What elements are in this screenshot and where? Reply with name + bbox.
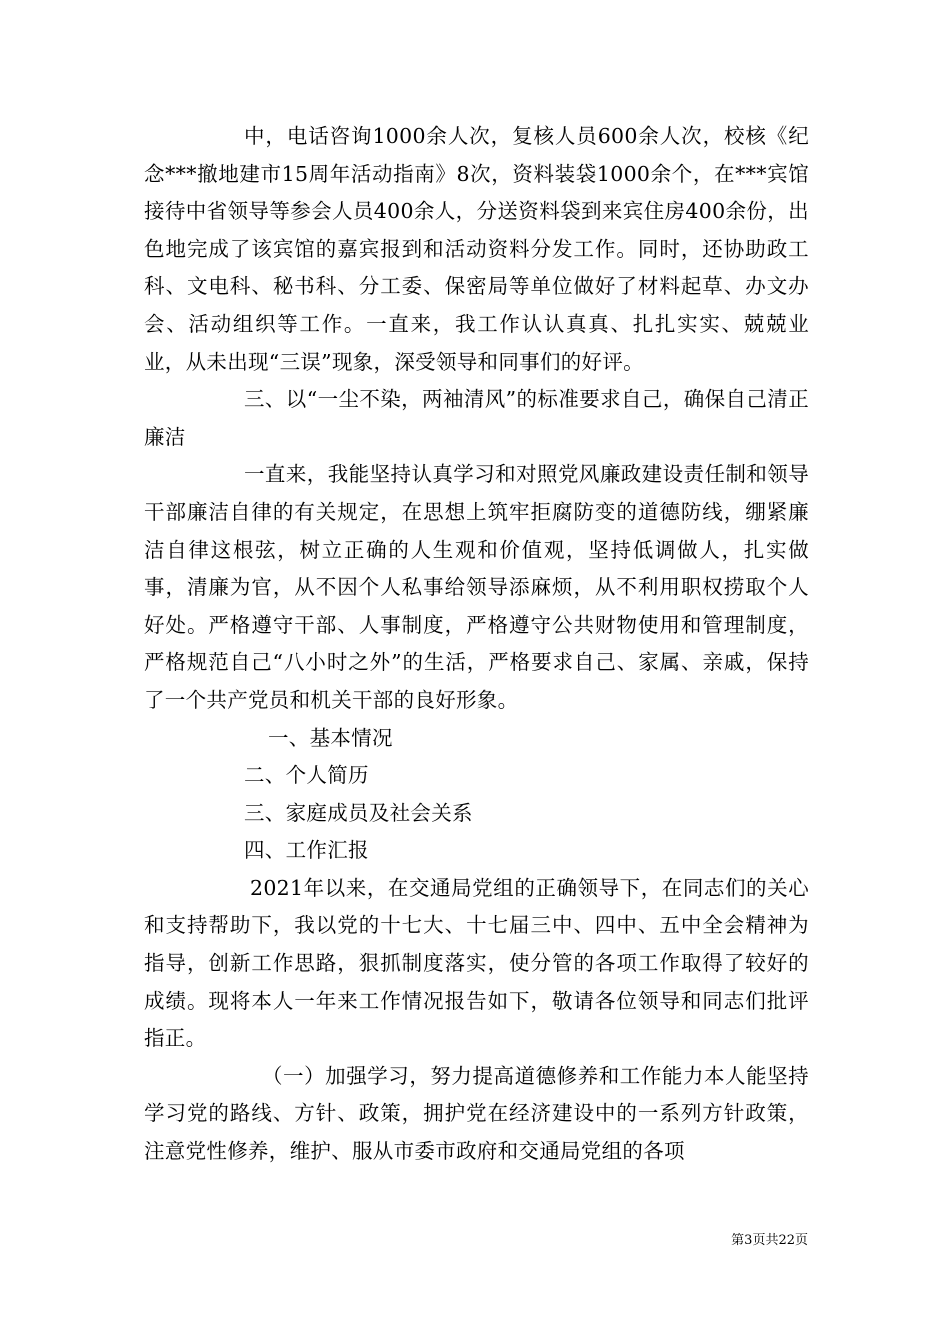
heading-work-report: 四、工作汇报 — [244, 838, 369, 863]
heading-resume: 二、个人简历 — [244, 763, 369, 788]
document-body — [144, 118, 809, 1171]
paragraph-study: （一）加强学习，努力提高道德修养和工作能力本人能坚持学习党的路线、方针、政策，拥护党在经济建设中的一系列方针政策，注意党性修养，维护、服从市委市政府和交通局党组的各项 — [144, 1063, 809, 1164]
heading-basic-info: 一、基本情况 — [268, 725, 393, 750]
heading-family: 三、家庭成员及社会关系 — [244, 800, 473, 825]
page-number: 第3页共22页 — [731, 1233, 808, 1248]
paragraph-integrity: 一直来，我能坚持认真学习和对照党风廉政建设责任制和领导干部廉洁自律的有关规定，在思想上筑牢拒腐防变的道德防线，绷紧廉洁自律这根弦，树立正确的人生观和价值观，坚持低调做人，扎实做事，清廉为官，从不因个人私事给领导添麻烦，从不利用职权捞取个人好处。严格遵守干部、人事制度，严格遵守公共财物使用和管理制度，严格规范自己“八小时之外”的生活，严格要求自己、家属、亲戚，保持了一个共产党员和机关干部的良好形象。 — [144, 462, 809, 712]
section-heading-integrity: 三、以“一尘不染，两袖清风”的标准要求自己，确保自己清正廉洁 — [144, 387, 809, 449]
paragraph-work-summary: 中，电话咨询1000余人次，复核人员600余人次，校核《纪念***撤地建市15周年活动指南》8次，资料装袋1000余个，在***宾馆接待中省领导等参会人员400余人，分送资料袋到来宾住房400余份，出色地完成了该宾馆的嘉宾报到和活动资料分发工作。同时，还协助政工科、文电科、秘书科、分工委、保密局等单位做好了材料起草、办文办会、活动组织等工作。一直来，我工作认认真真、扎扎实实、兢兢业业，从未出现“三误”现象，深受领导和同事们的好评。 — [144, 124, 809, 374]
paragraph-report-intro: 2021年以来，在交通局党组的正确领导下，在同志们的关心和支持帮助下，我以党的十七大、十七届三中、四中、五中全会精神为指导，创新工作思路，狠抓制度落实，使分管的各项工作取得了较好的成绩。现将本人一年来工作情况报告如下，敬请各位领导和同志们批评指正。 — [144, 875, 809, 1051]
